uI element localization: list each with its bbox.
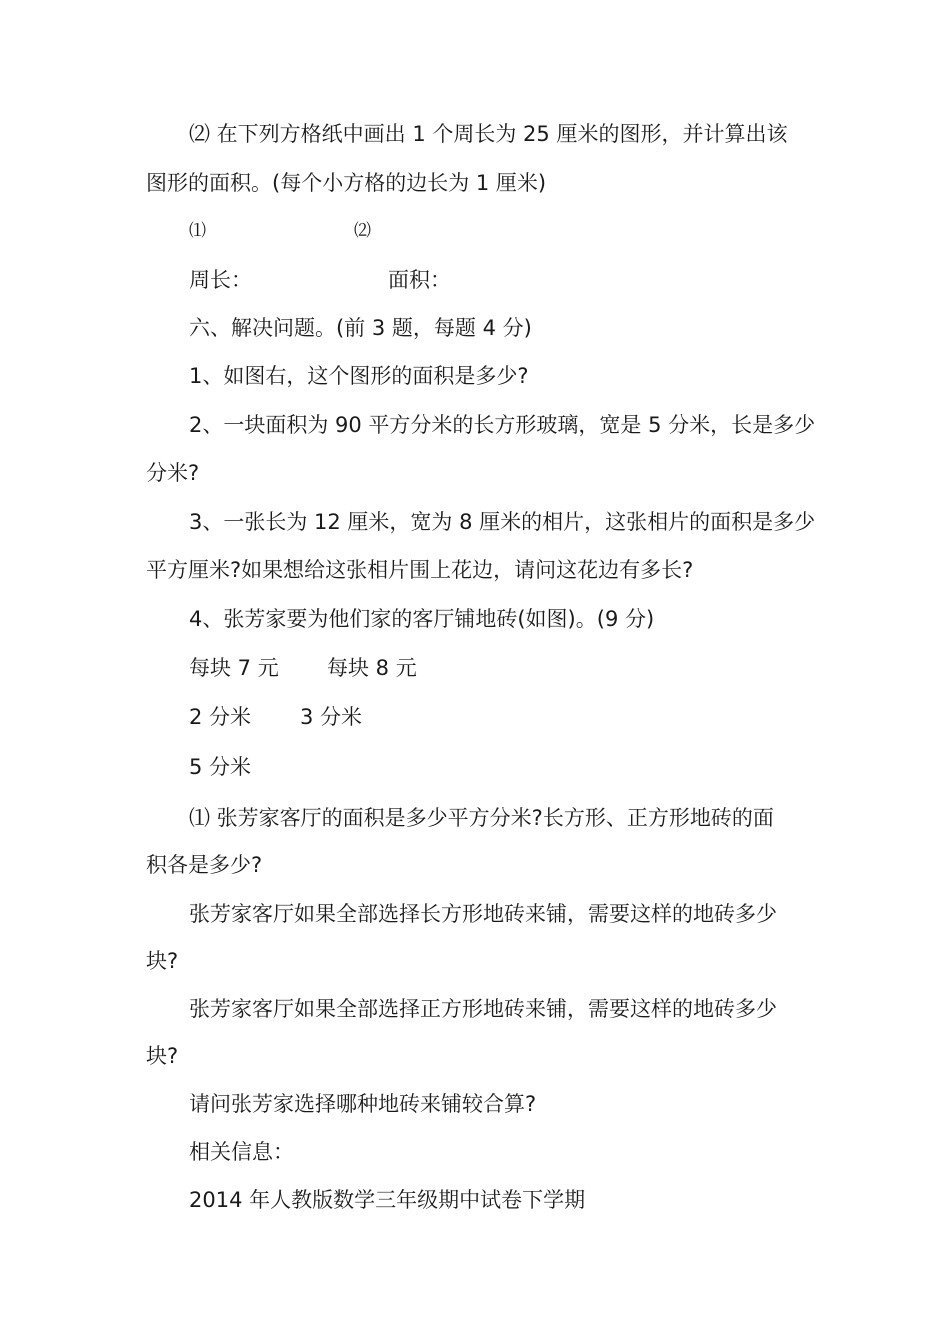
perimeter-label: 周长： [189,268,252,292]
grid-label-a: ⑴ [189,221,206,241]
grid-label-b: ⑵ [354,221,371,241]
sub-question-3-line2: 块? [146,1044,179,1068]
related-info-title: 2014 年人教版数学三年级期中试卷下学期 [189,1188,586,1212]
section6-heading: 六、解决问题。(前 3 题，每题 4 分) [189,316,532,340]
area-label: 面积： [388,268,451,292]
tile-size-c: 5 分米 [189,755,252,779]
sub-question-3-line1: 张芳家客厅如果全部选择正方形地砖来铺，需要这样的地砖多少 [189,997,777,1021]
price-rect-tile: 每块 7 元 [189,656,279,680]
price-square-tile: 每块 8 元 [327,656,417,680]
sub-question-2-line1: 张芳家客厅如果全部选择长方形地砖来铺，需要这样的地砖多少 [189,902,777,926]
tile-size-b: 3 分米 [300,705,363,729]
sub-question-1-line1: ⑴ 张芳家客厅的面积是多少平方分米?长方形、正方形地砖的面 [189,806,774,830]
q5-2-line2: 图形的面积。(每个小方格的边长为 1 厘米) [146,171,547,195]
q5-2-line1: ⑵ 在下列方格纸中画出 1 个周长为 25 厘米的图形，并计算出该 [189,122,788,146]
sub-question-2-line2: 块? [146,949,179,973]
question-2-line2: 分米? [146,461,200,485]
sub-question-1-line2: 积各是多少? [146,853,263,877]
question-3-line2: 平方厘米?如果想给这张相片围上花边，请问这花边有多长? [146,558,694,582]
related-info-label: 相关信息： [189,1140,294,1164]
question-3-line1: 3、一张长为 12 厘米，宽为 8 厘米的相片，这张相片的面积是多少 [189,510,816,534]
question-2-line1: 2、一块面积为 90 平方分米的长方形玻璃，宽是 5 分米，长是多少 [189,413,816,437]
question-4: 4、张芳家要为他们家的客厅铺地砖(如图)。(9 分) [189,607,655,631]
sub-question-4: 请问张芳家选择哪种地砖来铺较合算? [189,1092,537,1116]
question-1: 1、如图右，这个图形的面积是多少? [189,364,529,388]
tile-size-a: 2 分米 [189,705,252,729]
